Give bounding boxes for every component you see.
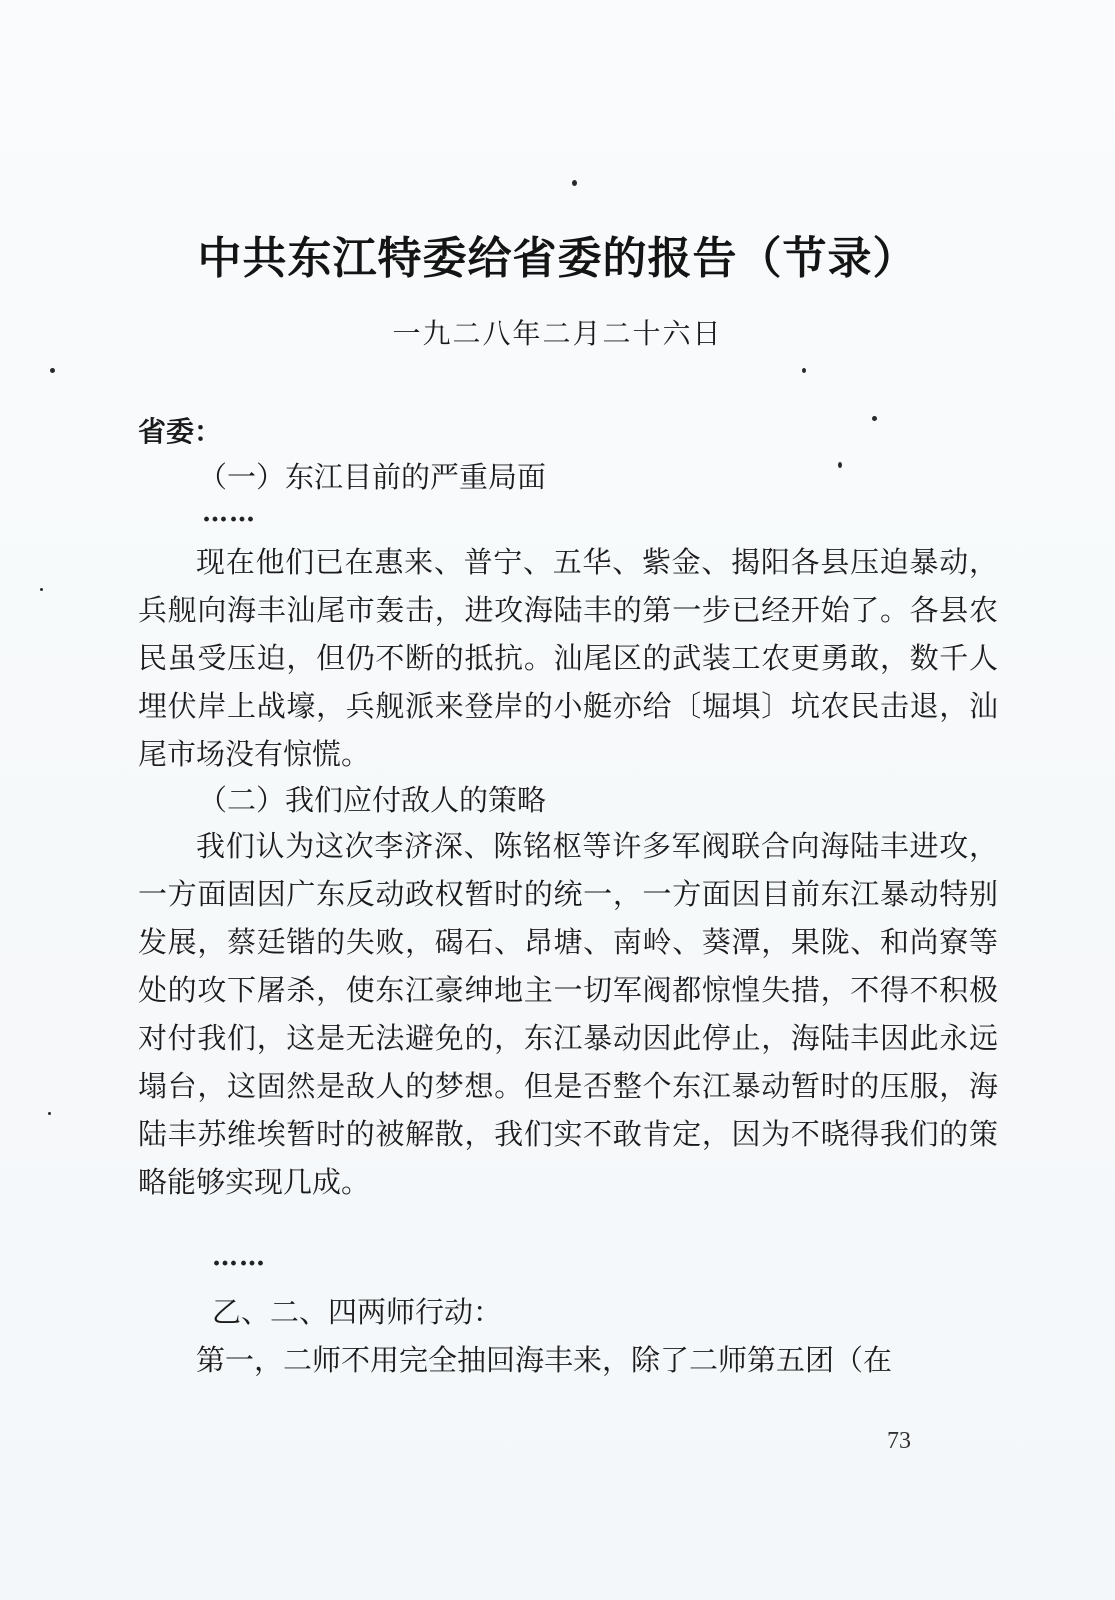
scan-speck	[572, 180, 577, 186]
document-title: 中共东江特委给省委的报告（节录）	[197, 233, 918, 284]
scan-speck	[48, 1112, 51, 1115]
scan-speck	[872, 416, 877, 421]
section-heading-1: （一）东江目前的严重局面	[198, 460, 547, 494]
paragraph-3: 第一，二师不用完全抽回海丰来，除了二师第五团（在	[196, 1343, 893, 1377]
section-heading-2: （二）我们应付敌人的策略	[198, 783, 547, 817]
subsection-heading: 乙、二、四两师行动：	[212, 1295, 503, 1329]
ellipsis-1: ……	[202, 498, 256, 528]
scan-speck	[838, 462, 842, 468]
ellipsis-2: ……	[212, 1242, 266, 1272]
scan-speck	[50, 368, 55, 373]
paragraph-1: 现在他们已在惠来、普宁、五华、紫金、揭阳各县压迫暴动，兵舰向海丰汕尾市轰击，进攻海陆丰的第一步已经开始了。各县农民虽受压迫，但仍不断的抵抗。汕尾区的武装工农更勇敢，数千人埋伏岸上战壕，兵舰派来登岸的小艇亦给〔堀埧〕坑农民击退，汕尾市场没有惊慌。	[138, 545, 998, 771]
paragraph-2: 我们认为这次李济深、陈铭枢等许多军阀联合向海陆丰进攻，一方面固因广东反动政权暂时的统一，一方面因目前东江暴动特别发展，蔡廷锴的失败，碣石、昂塘、南岭、葵潭，果陇、和尚寮等处的攻下屠杀，使东江豪绅地主一切军阀都惊惶失措，不得不积极对付我们，这是无法避免的，东江暴动因此停止，海陆丰因此永远塌台，这固然是敌人的梦想。但是否整个东江暴动暂时的压服，海陆丰苏维埃暂时的被解散，我们实不敢肯定，因为不晓得我们的策略能够实现几成。	[138, 829, 998, 1199]
page-number: 73	[887, 1428, 911, 1454]
scan-speck	[40, 588, 43, 591]
salutation: 省委：	[138, 415, 223, 448]
scan-speck	[802, 368, 806, 373]
document-date: 一九二八年二月二十六日	[392, 317, 723, 350]
